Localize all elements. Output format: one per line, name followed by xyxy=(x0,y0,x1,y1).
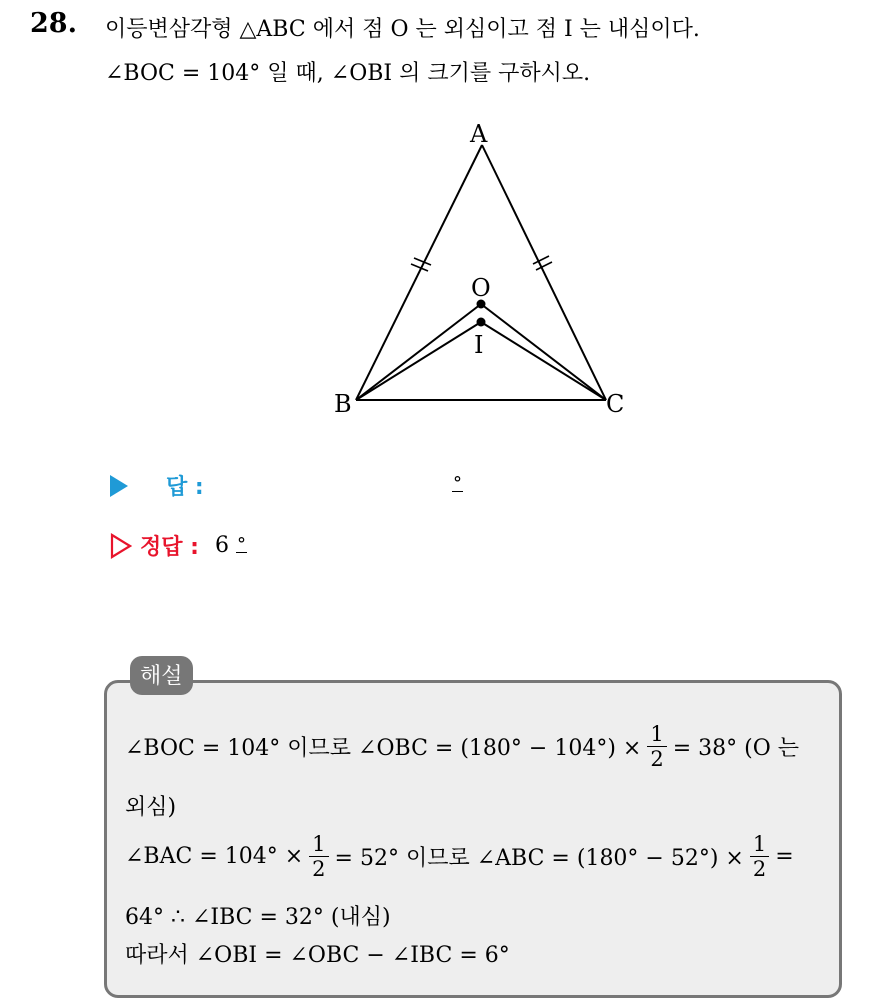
solution-tag: 해설 xyxy=(130,656,193,695)
play-icon xyxy=(110,475,128,497)
label-o: O xyxy=(471,274,491,302)
solution-line-3 xyxy=(125,832,794,881)
answer-input[interactable] xyxy=(452,474,463,493)
question-text-line-1: 이등변삼각형 △ABC 에서 점 O 는 외심이고 점 I 는 내심이다. xyxy=(105,17,700,42)
solution-line-1-a: ∠BOC = 104° 이므로 ∠OBC = (180° − 104°) × xyxy=(125,736,642,762)
solution-line-5: 따라서 ∠OBI = ∠OBC − ∠IBC = 6° xyxy=(125,943,510,968)
segment-bo xyxy=(356,304,484,400)
fraction-numerator: 1 xyxy=(750,832,769,857)
solution-line-3-c: = xyxy=(775,844,794,870)
fraction-numerator: 1 xyxy=(309,832,328,857)
solution-line-1-b: = 38° (O 는 xyxy=(672,736,799,762)
label-i: I xyxy=(474,331,484,359)
solution-line-4: 64° ∴ ∠IBC = 32° (내심) xyxy=(125,905,391,930)
fraction-half-3 xyxy=(750,832,769,881)
fraction-half-1 xyxy=(647,722,666,771)
fraction-denominator: 2 xyxy=(752,857,767,882)
answer-label: 답 : xyxy=(166,475,204,500)
point-i xyxy=(477,318,486,327)
correct-answer-label: 정답 : xyxy=(140,535,199,560)
tick-ac-2 xyxy=(533,256,549,264)
fraction-denominator: 2 xyxy=(312,857,326,882)
correct-answer-unit: ° xyxy=(236,534,246,555)
answer-row xyxy=(110,470,204,501)
question-number: 28. xyxy=(30,8,77,39)
fraction-half-2 xyxy=(309,832,328,881)
fraction-numerator: 1 xyxy=(647,722,666,747)
triangle-figure xyxy=(0,0,884,460)
solution-line-3-a: ∠BAC = 104° × xyxy=(125,844,304,870)
correct-answer-row xyxy=(110,530,247,561)
correct-answer-value: 6 xyxy=(214,533,229,558)
segment-co xyxy=(481,304,606,400)
fraction-denominator: 2 xyxy=(650,747,664,772)
answer-unit: ° xyxy=(453,473,462,494)
question-text-line-2: ∠BOC = 104° 일 때, ∠OBI 의 크기를 구하시오. xyxy=(105,61,591,86)
solution-line-1 xyxy=(125,722,799,771)
solution-line-3-b: = 52° 이므로 ∠ABC = (180° − 52°) × xyxy=(334,846,744,872)
label-b: B xyxy=(334,390,352,418)
play-outline-icon xyxy=(110,533,132,559)
solution-line-2: 외심) xyxy=(125,795,177,820)
label-c: C xyxy=(606,390,625,418)
label-a: A xyxy=(470,120,488,148)
